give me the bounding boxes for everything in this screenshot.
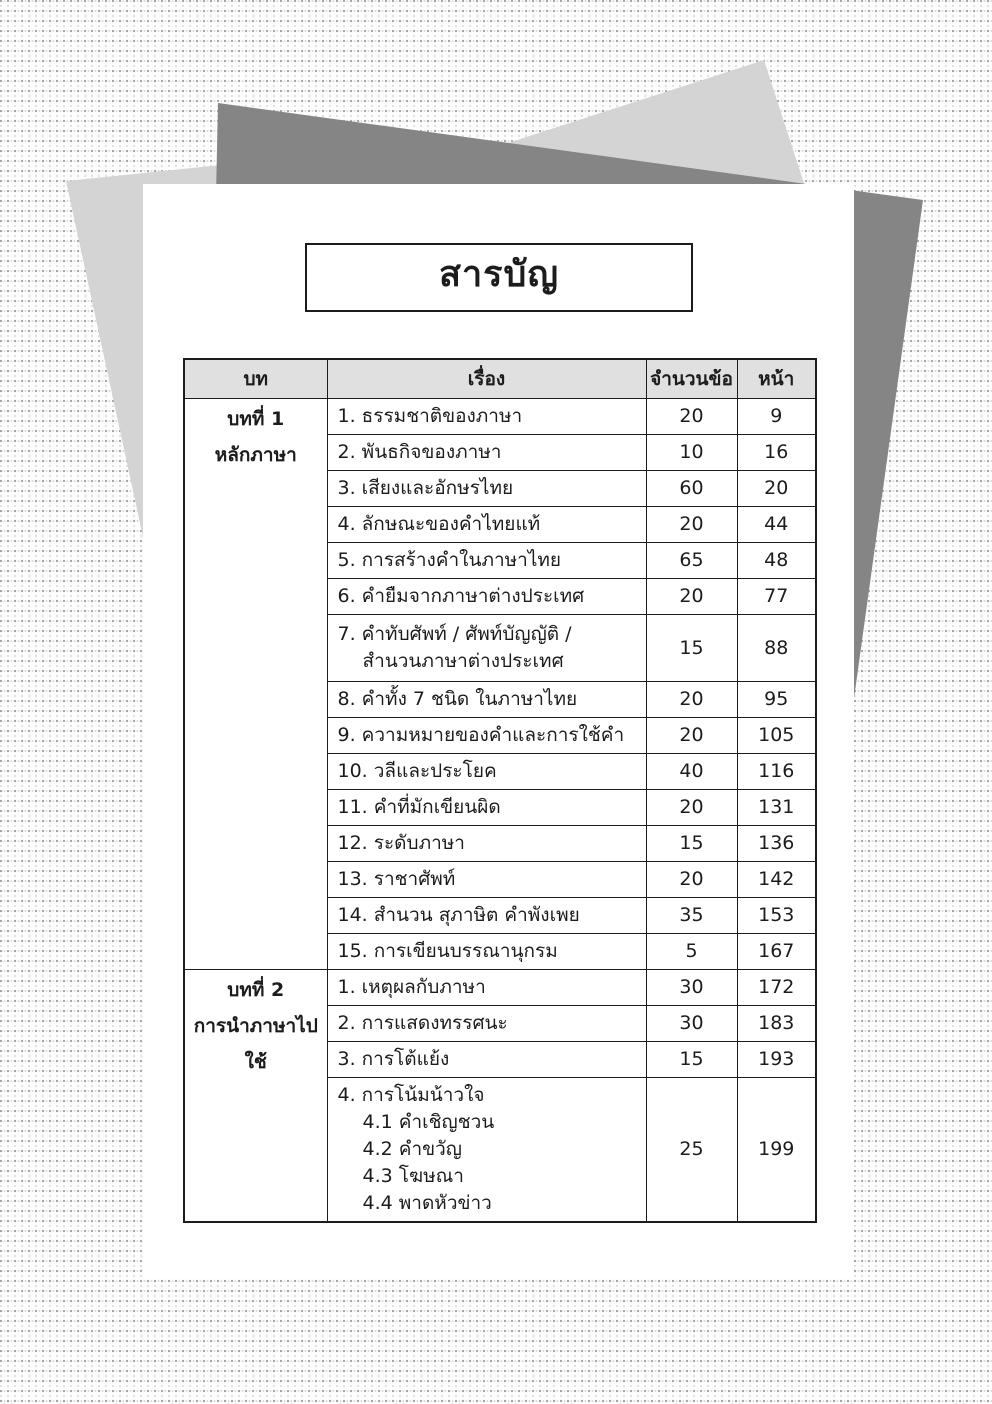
topic-line: สำนวนภาษาต่างประเทศ bbox=[362, 649, 564, 672]
question-count-cell: 5 bbox=[646, 933, 737, 969]
page-number-cell: 136 bbox=[737, 825, 816, 861]
topic-cell bbox=[327, 933, 646, 969]
topic-cell bbox=[327, 753, 646, 789]
question-count-cell: 20 bbox=[646, 578, 737, 614]
topic-line: 8. คำทั้ง 7 ชนิด ในภาษาไทย bbox=[337, 687, 578, 710]
topic-cell bbox=[327, 825, 646, 861]
page-number-cell: 95 bbox=[737, 681, 816, 717]
question-count-cell: 10 bbox=[646, 434, 737, 470]
topic-line: 3. การโต้แย้ง bbox=[337, 1047, 450, 1070]
page-number-cell: 183 bbox=[737, 1005, 816, 1041]
chapter-cell bbox=[184, 398, 327, 969]
page-number-cell: 193 bbox=[737, 1041, 816, 1077]
topic-line: 4.4 พาดหัวข่าว bbox=[362, 1191, 492, 1214]
question-count-cell: 65 bbox=[646, 542, 737, 578]
topic-line: 4. การโน้มน้าวใจ bbox=[337, 1083, 485, 1106]
topic-line: 12. ระดับภาษา bbox=[337, 831, 465, 854]
question-count-cell: 20 bbox=[646, 681, 737, 717]
question-count-cell: 20 bbox=[646, 789, 737, 825]
table-row bbox=[184, 398, 816, 434]
topic-cell bbox=[327, 789, 646, 825]
topic-line: 6. คำยืมจากภาษาต่างประเทศ bbox=[337, 584, 585, 607]
topic-cell bbox=[327, 398, 646, 434]
topic-cell bbox=[327, 506, 646, 542]
topic-line: 13. ราชาศัพท์ bbox=[337, 867, 456, 890]
page-number-cell: 172 bbox=[737, 969, 816, 1005]
chapter-number: บทที่ 2 bbox=[227, 978, 285, 1001]
page-number-cell: 44 bbox=[737, 506, 816, 542]
document-page bbox=[143, 184, 854, 1278]
page-number-cell: 77 bbox=[737, 578, 816, 614]
topic-cell bbox=[327, 1005, 646, 1041]
topic-line: 4.2 คำขวัญ bbox=[362, 1137, 462, 1160]
topic-cell bbox=[327, 470, 646, 506]
topic-cell bbox=[327, 969, 646, 1005]
question-count-cell: 30 bbox=[646, 1005, 737, 1041]
page-number-cell: 9 bbox=[737, 398, 816, 434]
table-row bbox=[184, 969, 816, 1005]
question-count-cell: 15 bbox=[646, 614, 737, 681]
page-number-cell: 167 bbox=[737, 933, 816, 969]
chapter-title: การนำภาษาไปใช้ bbox=[193, 1014, 318, 1073]
question-count-cell: 15 bbox=[646, 825, 737, 861]
topic-cell bbox=[327, 897, 646, 933]
topic-line: 2. การแสดงทรรศนะ bbox=[337, 1011, 508, 1034]
topic-line: 14. สำนวน สุภาษิต คำพังเพย bbox=[337, 903, 580, 926]
topic-line: 1. เหตุผลกับภาษา bbox=[337, 975, 486, 998]
topic-line: 3. เสียงและอักษรไทย bbox=[337, 476, 514, 499]
col-header-page-number: หน้า bbox=[737, 359, 816, 398]
topic-line: 4.1 คำเชิญชวน bbox=[362, 1110, 495, 1133]
topic-line: 2. พันธกิจของภาษา bbox=[337, 440, 502, 463]
topic-cell bbox=[327, 717, 646, 753]
topic-line: 5. การสร้างคำในภาษาไทย bbox=[337, 548, 562, 571]
topic-line: 1. ธรรมชาติของภาษา bbox=[337, 404, 523, 427]
page-number-cell: 48 bbox=[737, 542, 816, 578]
topic-line: 4.3 โฆษณา bbox=[362, 1164, 464, 1187]
topic-line: 10. วลีและประโยค bbox=[337, 759, 497, 782]
topic-line: 11. คำที่มักเขียนผิด bbox=[337, 795, 501, 818]
chapter-number: บทที่ 1 bbox=[227, 407, 285, 430]
topic-line: 7. คำทับศัพท์ / ศัพท์บัญญัติ / bbox=[337, 622, 572, 645]
topic-cell bbox=[327, 614, 646, 681]
question-count-cell: 25 bbox=[646, 1077, 737, 1222]
question-count-cell: 60 bbox=[646, 470, 737, 506]
page-number-cell: 105 bbox=[737, 717, 816, 753]
page-number-cell: 199 bbox=[737, 1077, 816, 1222]
topic-line: 15. การเขียนบรรณานุกรม bbox=[337, 939, 558, 962]
col-header-question-count: จำนวนข้อ bbox=[646, 359, 737, 398]
col-header-topic: เรื่อง bbox=[327, 359, 646, 398]
page-number-cell: 88 bbox=[737, 614, 816, 681]
page-number-cell: 153 bbox=[737, 897, 816, 933]
question-count-cell: 20 bbox=[646, 398, 737, 434]
topic-cell bbox=[327, 1041, 646, 1077]
question-count-cell: 20 bbox=[646, 717, 737, 753]
question-count-cell: 15 bbox=[646, 1041, 737, 1077]
question-count-cell: 20 bbox=[646, 861, 737, 897]
chapter-title: หลักภาษา bbox=[214, 443, 297, 466]
title-box bbox=[305, 243, 693, 312]
topic-cell bbox=[327, 681, 646, 717]
topic-line: 9. ความหมายของคำและการใช้คำ bbox=[337, 723, 625, 746]
page-number-cell: 142 bbox=[737, 861, 816, 897]
page-number-cell: 116 bbox=[737, 753, 816, 789]
col-header-chapter: บท bbox=[184, 359, 327, 398]
topic-cell bbox=[327, 434, 646, 470]
topic-cell bbox=[327, 1077, 646, 1222]
topic-line: 4. ลักษณะของคำไทยแท้ bbox=[337, 512, 541, 535]
page-number-cell: 131 bbox=[737, 789, 816, 825]
chapter-cell bbox=[184, 969, 327, 1222]
topic-cell bbox=[327, 578, 646, 614]
question-count-cell: 40 bbox=[646, 753, 737, 789]
table-header-row bbox=[184, 359, 816, 398]
page-title: สารบัญ bbox=[438, 253, 560, 295]
topic-cell bbox=[327, 542, 646, 578]
page-number-cell: 20 bbox=[737, 470, 816, 506]
page-number-cell: 16 bbox=[737, 434, 816, 470]
question-count-cell: 30 bbox=[646, 969, 737, 1005]
question-count-cell: 35 bbox=[646, 897, 737, 933]
question-count-cell: 20 bbox=[646, 506, 737, 542]
contents-table bbox=[183, 358, 817, 1223]
topic-cell bbox=[327, 861, 646, 897]
